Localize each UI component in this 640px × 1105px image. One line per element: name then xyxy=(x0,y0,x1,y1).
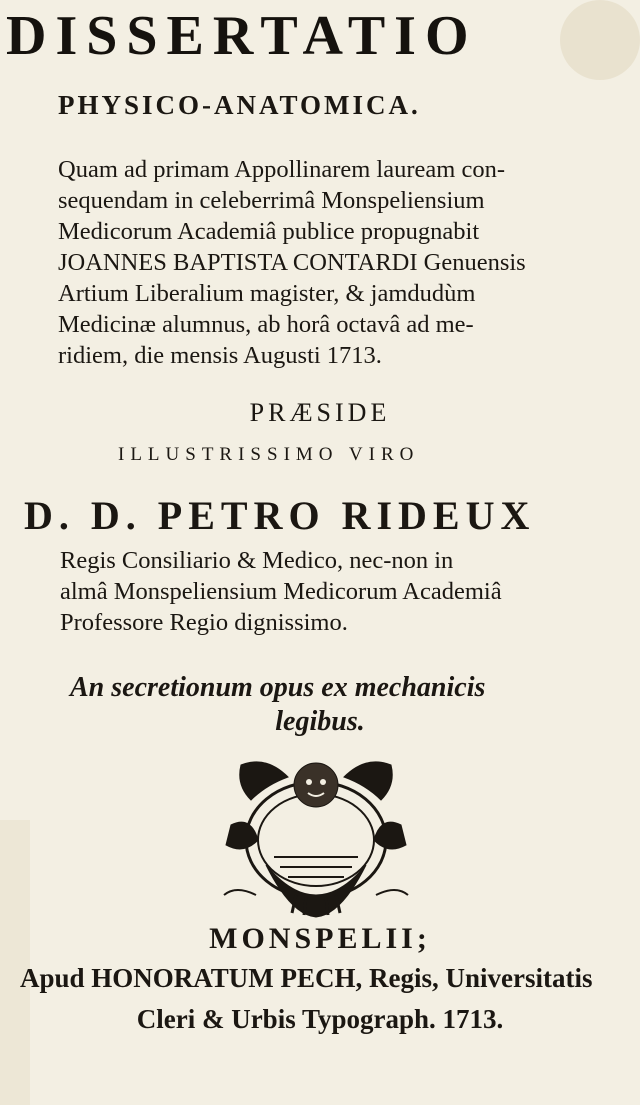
intro-paragraph xyxy=(58,154,628,371)
intro-line: JOANNES BAPTISTA CONTARDI Genuensis xyxy=(58,249,526,276)
imprint-year-line: Cleri & Urbis Typograph. 1713. xyxy=(136,1004,504,1034)
thesis-question-line1: An secretionum opus ex mechanicis xyxy=(70,672,486,703)
imprint-printer-line: Apud HONORATUM PECH, Regis, Universitatis xyxy=(20,963,593,993)
imprint-city: MONSPELII; xyxy=(209,922,431,955)
praeses-paragraph xyxy=(60,545,630,638)
praeses-line: Regis Consiliario & Medico, nec-non in xyxy=(60,547,454,574)
intro-line: sequendam in celeberrimâ Monspeliensium xyxy=(58,187,485,214)
thesis-question-line2: legibus. xyxy=(275,706,365,737)
praeses-line: almâ Monspeliensium Medicorum Academiâ xyxy=(60,578,502,605)
praeses-name: D. D. PETRO RIDEUX xyxy=(24,493,536,538)
illustrissimo-line: ILLUSTRISSIMO VIRO xyxy=(118,444,420,465)
intro-line: Medicinæ alumnus, ab horâ octavâ ad me- xyxy=(58,311,474,338)
intro-line: Medicorum Academiâ publice propugnabit xyxy=(58,218,480,245)
dissertation-subtitle: PHYSICO-ANATOMICA. xyxy=(58,90,421,120)
praeses-line: Professore Regio dignissimo. xyxy=(60,609,348,636)
intro-line: Artium Liberalium magister, & jamdudùm xyxy=(58,280,476,307)
printers-ornament-icon xyxy=(196,745,436,925)
dissertation-title: DISSERTATIO xyxy=(6,5,478,67)
intro-line: Quam ad primam Appollinarem lauream con- xyxy=(58,156,505,183)
intro-line: ridiem, die mensis Augusti 1713. xyxy=(58,342,382,369)
praeside-heading: PRÆSIDE xyxy=(249,398,391,427)
